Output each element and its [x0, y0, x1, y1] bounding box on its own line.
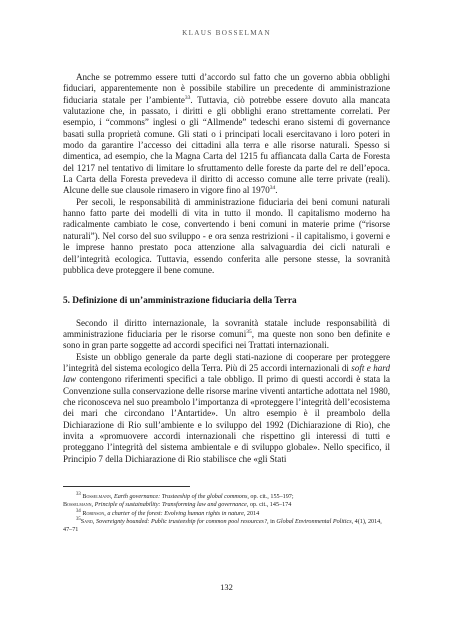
footnote-ref-33[interactable]: 33: [184, 94, 191, 101]
section-heading: 5. Definizione di un’amministrazione fiduciaria della Terra: [63, 296, 297, 307]
footnote-text: ,: [104, 510, 108, 517]
footnote-ref-35[interactable]: 35: [246, 328, 252, 335]
footnotes: [63, 486, 390, 534]
footnote-journal: Global Environmental Politics: [276, 518, 352, 525]
footnote-number: 33: [76, 491, 81, 497]
paragraph-3-text-b: , ma queste non sono ben definite e sono in gran parte soggette ad accordi specifici nei Trattati internazionali.: [63, 328, 390, 351]
paragraph-4-text-a: Esiste un obbligo generale da parte degli stati-nazione di cooperare per proteggere l’integrità del sistema ecologico della Terra. Più di 25 accordi internazionali di: [63, 351, 390, 373]
footnote-author: Bosselmann: [82, 494, 111, 500]
footnote-number: 35: [76, 516, 81, 522]
footnote-ref-34[interactable]: 34: [269, 185, 276, 192]
footnote-text: , 2014: [243, 510, 260, 517]
footnote-number: 34: [76, 508, 81, 514]
footnote-author: Robinson: [82, 510, 105, 517]
footnote-title: Earth governance: Trusteeship of the global commons: [113, 494, 248, 500]
footnote-title: Principle of sustainability: Transforming law and governance: [94, 502, 247, 509]
paragraph-1: [63, 72, 390, 197]
paragraph-1-text-b: . Tuttavia, ciò potrebbe essere dovuto alla mancata valutazione che, in passato, i diritti e gli obblighi erano strettamente correlati. Per esempio, i “commons” inglesi o gli “Allmende” tedeschi erano sistemi di governance basati sulla proprietà comune. Gli stati o i principati locali esercitavano i loro poteri in modo da garantire l’accesso dei cittadini alla terra e alle risorse naturali. Spesso si dimentica, ad esempio, che la Magna Carta del 1215 fu affiancata dalla Carta de Foresta del 1217 nel tentativo di limitare lo sfruttamento delle foreste da parte del re dell’epoca. La Carta della Foresta prevedeva il diritto di accesso comune alle terre private (reali). Alcune delle sue clausole rimasero in vigore fino al 1970: [63, 94, 390, 196]
footnote-33: [63, 493, 390, 510]
footnote-text: , in: [267, 518, 277, 525]
paragraph-4-text-b: contengono riferimenti specifici a tale obbligo. Il primo di questi accordi è stata la Convenzione sulla conservazione delle risorse marine viventi antartiche adottata nel 1980, che riconosceva nel suo preambolo l’importanza di «proteggere l’integrità dell’ecosistema dei mari che circondano l’Antartide». Un altro esempio è il preambolo della Dichiarazione di Rio sull’ambiente e lo sviluppo del 1992 (Dichiarazione di Rio), che invita a «promuovere accordi internazionali che rispettino gli interessi di tutti e proteggano l’integrità del sistema ambientale e di sviluppo globale». Nello specifico, il Principio 7 della Dichiarazione di Rio stabilisce che «gli Stati: [63, 374, 390, 464]
footnote-text: ,: [91, 502, 95, 509]
footnote-title: Sovereignty bounded: Public trusteeship for common pool resources?: [95, 518, 268, 525]
page-number: 132: [220, 582, 233, 592]
main-text: [63, 72, 390, 465]
paragraph-3-text-a: Secondo il diritto internazionale, la sovranità statale include responsabilità di amministrazione fiduciaria per le risorse comuni: [63, 317, 390, 339]
footnote-text: , op. cit., 145–174: [246, 502, 292, 509]
paragraph-3: [63, 318, 390, 352]
paragraph-2: Per secoli, le responsabilità di amministrazione fiduciaria dei beni comuni naturali hanno fatto parte dei modelli di vita in tutto il mondo. Il capitalismo moderno ha radicalmente cambiato le cose, convertendo i beni comuni in materie prime (“risorse naturali”). Nel corso del suo sviluppo - e ora senza restrizioni - il capitalismo, i governi e le imprese hanno prestato poca attenzione alla salvaguardia dei cicli naturali e dell’integrità ecologica. Tuttavia, essendo conferita alle persone stesse, la sovranità pubblica deve proteggere il bene comune.: [63, 196, 390, 275]
footnote-author: Sand: [80, 518, 93, 525]
footnote-author: Bosselmann: [63, 502, 92, 509]
footnote-text: ,: [92, 518, 96, 525]
running-header: KLAUS BOSSELMAN: [182, 29, 271, 37]
footnote-rule: [63, 486, 190, 487]
paragraph-4-emphasis: soft e hard law: [63, 362, 390, 385]
footnote-35: [63, 518, 390, 535]
footnote-title: a charter of the forest: Evolving human rights in nature: [107, 510, 244, 517]
footnote-text: , 4(1), 2014, 47–71: [63, 518, 382, 534]
paragraph-1-text-a: Anche se potremmo essere tutti d’accordo sul fatto che un governo abbia obblighi fiduciari, apparentemente non è possibile stabilire un precedente di amministrazione fiduciaria statale per l’ambiente: [63, 72, 390, 105]
footnote-text: , op. cit., 155–197;: [247, 494, 294, 500]
paragraph-4: [63, 352, 390, 465]
footnote-34: [63, 510, 390, 518]
paragraph-1-text-c: .: [275, 185, 278, 196]
footnote-text: ,: [110, 494, 114, 500]
